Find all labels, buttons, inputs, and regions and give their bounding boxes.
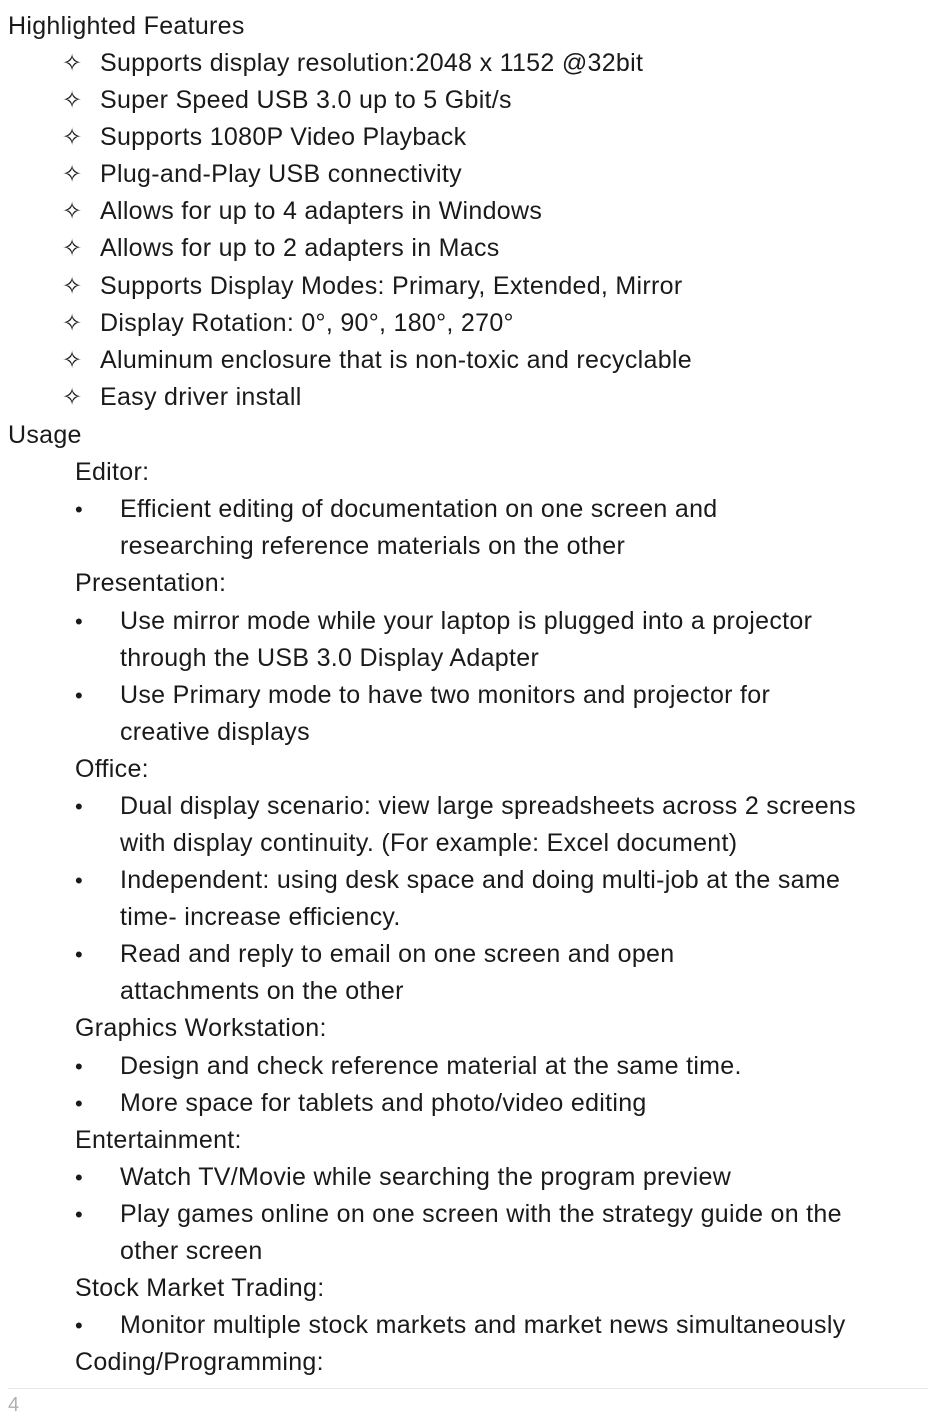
usage-bullet-line: with display continuity. (For example: Excel document): [120, 829, 738, 857]
bullet-dot-icon: •: [75, 609, 83, 634]
star-bullet-icon: ✧: [62, 347, 83, 374]
star-bullet-icon: ✧: [62, 235, 83, 262]
bullet-dot-icon: •: [75, 497, 83, 522]
usage-bullet-line: Play games online on one screen with the strategy guide on the: [120, 1200, 842, 1228]
usage-bullet-line: Design and check reference material at the same time.: [120, 1052, 742, 1080]
bullet-dot-icon: •: [75, 1165, 83, 1190]
usage-bullet-line: Watch TV/Movie while searching the program preview: [120, 1163, 732, 1191]
features-heading: Highlighted Features: [8, 12, 245, 40]
usage-bullet-line: time- increase efficiency.: [120, 903, 401, 931]
feature-item: Allows for up to 2 adapters in Macs: [100, 234, 500, 262]
section-title-stock-market-trading: Stock Market Trading:: [75, 1274, 325, 1302]
bullet-dot-icon: •: [75, 1054, 83, 1079]
usage-bullet-line: Efficient editing of documentation on one screen and: [120, 495, 718, 523]
usage-bullet-line: Dual display scenario: view large spreadsheets across 2 screens: [120, 792, 856, 820]
usage-bullet-line: researching reference materials on the other: [120, 532, 626, 560]
section-title-office: Office:: [75, 755, 149, 783]
section-title-editor: Editor:: [75, 458, 150, 486]
usage-heading: Usage: [8, 421, 82, 449]
bullet-dot-icon: •: [75, 1091, 83, 1116]
feature-item: Plug-and-Play USB connectivity: [100, 160, 462, 188]
section-title-presentation: Presentation:: [75, 569, 227, 597]
feature-item: Easy driver install: [100, 383, 302, 411]
usage-bullet-line: More space for tablets and photo/video editing: [120, 1089, 647, 1117]
star-bullet-icon: ✧: [62, 87, 83, 114]
feature-item: Super Speed USB 3.0 up to 5 Gbit/s: [100, 86, 512, 114]
page-number: 4: [8, 1394, 20, 1416]
usage-bullet-line: attachments on the other: [120, 977, 404, 1005]
footer-divider: [8, 1388, 928, 1389]
bullet-dot-icon: •: [75, 683, 83, 708]
section-title-graphics-workstation: Graphics Workstation:: [75, 1014, 327, 1042]
bullet-dot-icon: •: [75, 1202, 83, 1227]
feature-item: Display Rotation: 0°, 90°, 180°, 270°: [100, 309, 514, 337]
star-bullet-icon: ✧: [62, 161, 83, 188]
usage-bullet-line: creative displays: [120, 718, 310, 746]
section-title-entertainment: Entertainment:: [75, 1126, 242, 1154]
feature-item: Aluminum enclosure that is non-toxic and recyclable: [100, 346, 692, 374]
bullet-dot-icon: •: [75, 794, 83, 819]
star-bullet-icon: ✧: [62, 124, 83, 151]
star-bullet-icon: ✧: [62, 50, 83, 77]
section-title-coding-programming: Coding/Programming:: [75, 1348, 324, 1376]
feature-item: Supports display resolution:2048 x 1152 @32bit: [100, 49, 644, 77]
bullet-dot-icon: •: [75, 868, 83, 893]
usage-bullet-line: other screen: [120, 1237, 263, 1265]
star-bullet-icon: ✧: [62, 198, 83, 225]
star-bullet-icon: ✧: [62, 384, 83, 411]
star-bullet-icon: ✧: [62, 273, 83, 300]
usage-bullet-line: Read and reply to email on one screen and open: [120, 940, 675, 968]
bullet-dot-icon: •: [75, 1313, 83, 1338]
usage-bullet-line: through the USB 3.0 Display Adapter: [120, 644, 540, 672]
feature-item: Allows for up to 4 adapters in Windows: [100, 197, 543, 225]
usage-bullet-line: Independent: using desk space and doing multi-job at the same: [120, 866, 841, 894]
feature-item: Supports 1080P Video Playback: [100, 123, 467, 151]
feature-item: Supports Display Modes: Primary, Extended, Mirror: [100, 272, 683, 300]
star-bullet-icon: ✧: [62, 310, 83, 337]
bullet-dot-icon: •: [75, 942, 83, 967]
usage-bullet-line: Use Primary mode to have two monitors and projector for: [120, 681, 771, 709]
usage-bullet-line: Use mirror mode while your laptop is plugged into a projector: [120, 607, 813, 635]
usage-bullet-line: Monitor multiple stock markets and market news simultaneously: [120, 1311, 846, 1339]
